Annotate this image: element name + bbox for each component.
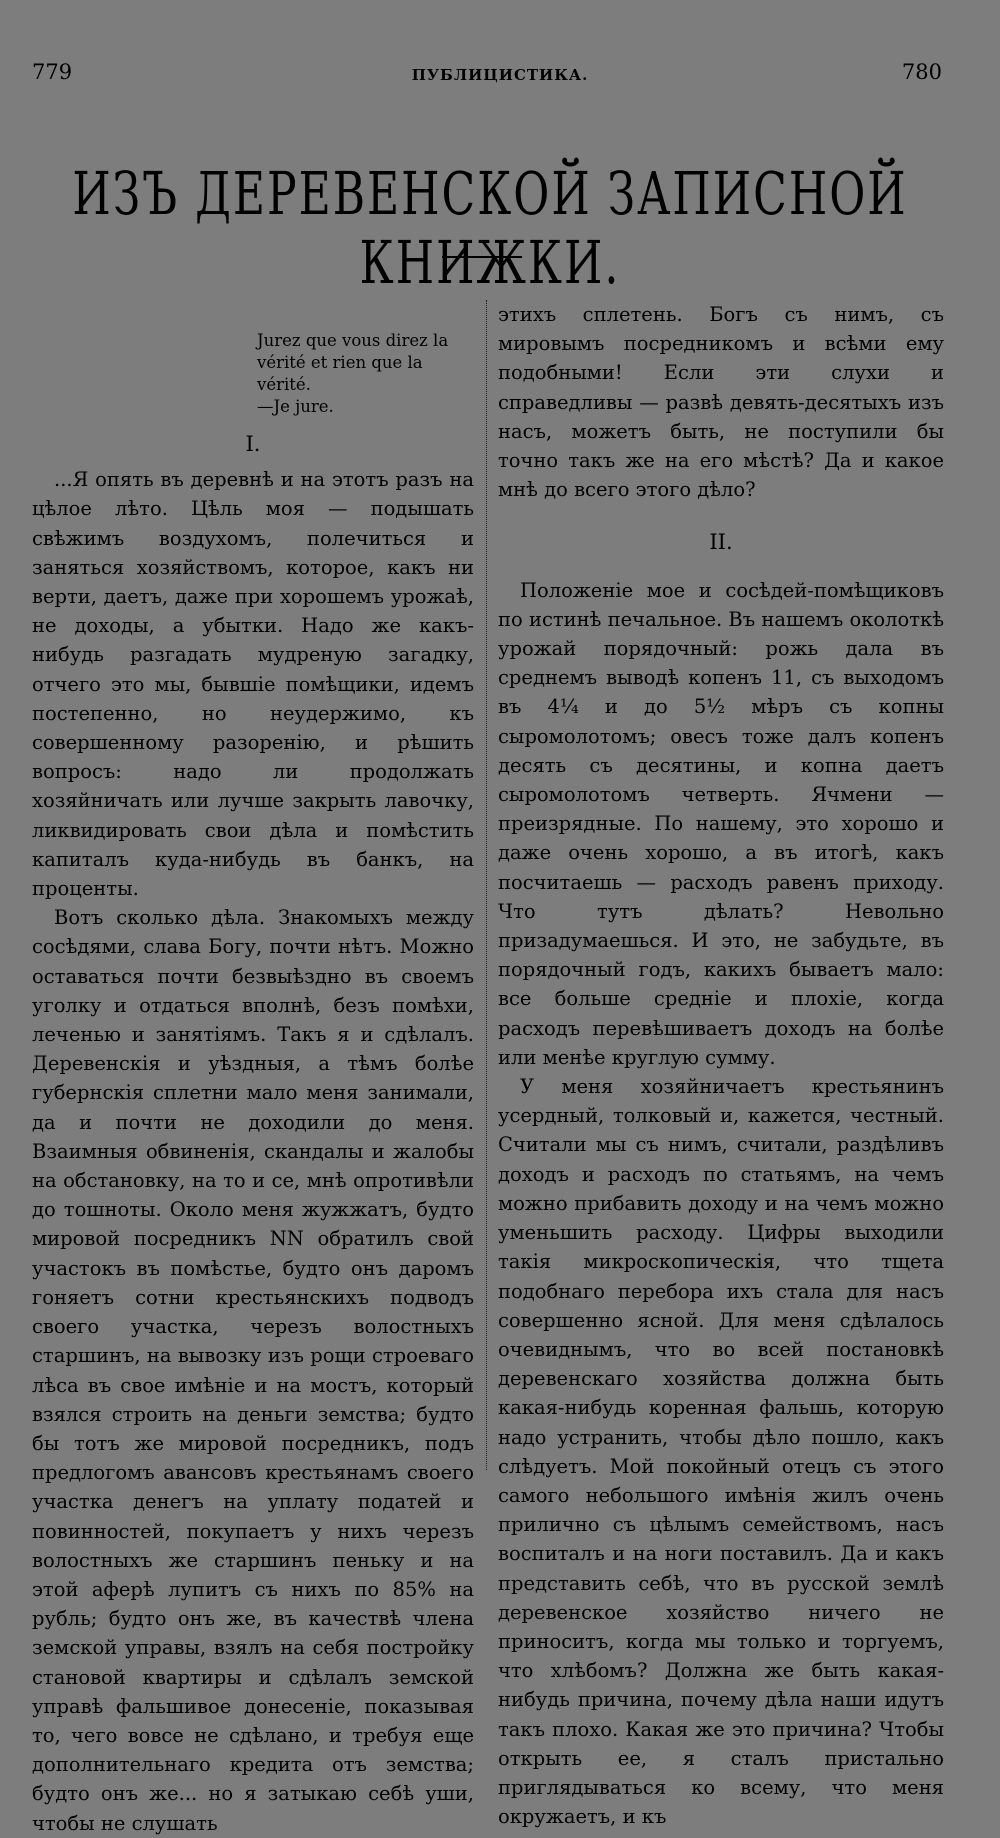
epigraph-line: vérité et rien que la vérité. xyxy=(257,353,423,394)
page-number-left: 779 xyxy=(32,60,73,84)
running-header: ПУБЛИЦИСТИКА. xyxy=(411,66,589,84)
title-rule xyxy=(442,256,522,258)
section-heading-1: I. xyxy=(245,432,261,456)
epigraph xyxy=(257,330,474,418)
paragraph: Положеніе мое и сосѣдей-помѣщиковъ по истинѣ печальное. Въ нашемъ околоткѣ урожай порядочный: рожь дала въ среднемъ выводѣ копенъ 11, съ выходомъ въ 4¼ и до 5½ мѣръ съ копны сыромолотомъ; овесъ тоже далъ копенъ десять съ десятины, и копна даетъ сыромолотомъ четверть. Ячмени —преизрядные. По нашему, это хорошо и даже очень хорошо, а въ итогѣ, какъ посчитаешь — расходъ равенъ приходу. Что тутъ дѣлать? Невольно призадумаешься. И это, не забудьте, въ порядочный годъ, какихъ бываетъ мало: все больше средніе и плохіе, когда расходъ перевѣшиваетъ доходъ на болѣе или менѣе круглую сумму. xyxy=(498,578,944,1069)
epigraph-line: Jurez que vous direz la xyxy=(257,331,449,350)
paragraph: ...Я опять въ деревнѣ и на этотъ разъ на цѣлое лѣто. Цѣль моя — подышать свѣжимъ воздухомъ, полечиться и заняться хозяйствомъ, которое, какъ ни верти, даетъ, даже при хорошемъ урожаѣ, не доходы, а убытки. Надо же какъ-нибудь разгадать мудреную загадку, отчего это мы, бывшіе помѣщики, идемъ постепенно, но неудержимо, къ совершенному разоренію, и рѣшить вопросъ: надо ли продолжать хозяйничать или лучше закрыть лавочку, ликвидировать свои дѣла и помѣстить капиталъ куда-нибудь въ банкъ, на проценты. xyxy=(32,468,474,901)
column-divider xyxy=(486,300,487,1470)
page-number-right: 780 xyxy=(901,60,942,84)
section-heading-2: II. xyxy=(709,530,733,555)
epigraph-line: —Je jure. xyxy=(257,397,334,416)
paragraph: Вотъ сколько дѣла. Знакомыхъ между сосѣдями, слава Богу, почти нѣтъ. Можно оставаться почти безвыѣздно въ своемъ уголку и отдаться вполнѣ, безъ помѣхи, леченью и занятіямъ. Такъ я и сдѣлалъ. Деревенскія и уѣздныя, а тѣмъ болѣе губернскія сплетни мало меня занимали, да и почти не доходили до меня. Взаимныя обвиненія, скандалы и жалобы на обстановку, на то и се, мнѣ опротивѣли до тошноты. Около меня жужжатъ, будто мировой посредникъ NN обратилъ свой участокъ въ помѣстье, будто онъ даромъ гоняетъ сотни крестьянскихъ подводъ своего участка, черезъ волостныхъ старшинъ, на вывозку изъ рощи строеваго лѣса въ свое имѣніе и на мостъ, который взялся строить на деньги земства; будто бы тотъ же мировой посредникъ, подъ предлогомъ авансовъ крестьянамъ своего участка денегъ на уплату податей и повинностей, покупаетъ у нихъ черезъ волостныхъ же старшинъ пеньку и на этой аферѣ лупитъ съ нихъ по 85% на рубль; будто онъ же, въ качествѣ члена земской управы, взялъ на себя постройку становой квартиры и сдѣлалъ земской управѣ фальшивое донесеніе, показывая то, чего вовсе не сдѣлано, и требуя еще дополнительнаго кредита отъ земства; будто онъ же... но я затыкаю себѣ уши, чтобы не слушать xyxy=(32,906,474,1835)
right-column xyxy=(498,300,944,1831)
article-title: ИЗЪ ДЕРЕВЕНСКОЙ ЗАПИСНОЙ КНИЖКИ. xyxy=(72,160,908,298)
paragraph: У меня хозяйничаетъ крестьянинъ усердный, толковый и, кажется, честный. Считали мы съ нимъ, считали, раздѣливъ доходъ и расходъ по статьямъ, на чемъ можно прибавить доходу и на чемъ можно уменьшить расходу. Цифры выходили такія микроскопическія, что тщета подобнаго перебора ихъ стала для насъ совершенно ясной. Для меня сдѣлалось очевиднымъ, что во всей постановкѣ деревенскаго хозяйства должна быть какая-нибудь коренная фальшь, которую надо устранить, чтобы дѣло пошло, какъ слѣдуетъ. Мой покойный отецъ съ этого самого небольшого имѣнія жилъ очень прилично съ цѣлымъ семействомъ, насъ воспиталъ и на ноги поставилъ. Да и какъ представить себѣ, что въ русской землѣ деревенское хозяйство ничего не приноситъ, когда мы только и торгуемъ, что хлѣбомъ? Должна же быть какая-нибудь причина, почему дѣла наши идутъ такъ плохо. Какая же это причина? Чтобы открыть ее, я сталъ пристально приглядываться ко всему, что меня окружаетъ, и къ xyxy=(498,1075,944,1829)
left-column xyxy=(32,300,474,1838)
paragraph: этихъ сплетень. Богъ съ нимъ, съ мировымъ посредникомъ и всѣми ему подобными! Если эти слухи и справедливы — развѣ девять-десятыхъ изъ насъ, можетъ быть, не поступили бы точно такъ же на его мѣстѣ? Да и какое мнѣ до всего этого дѣло? xyxy=(498,303,944,502)
